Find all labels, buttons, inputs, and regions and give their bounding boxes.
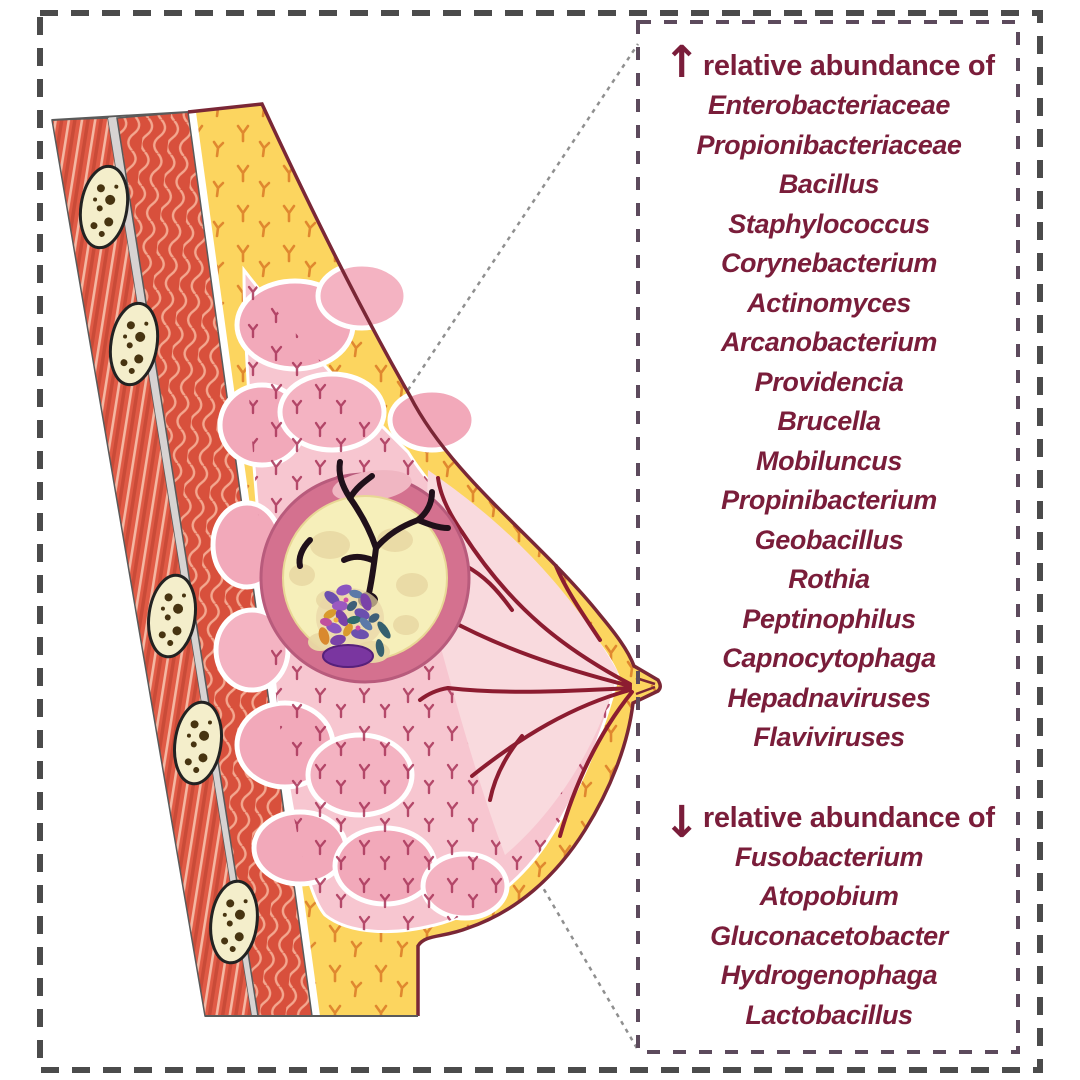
taxon-item: Propinibacterium — [721, 485, 937, 515]
decreased-taxa-list — [640, 838, 1018, 1036]
taxon-item: Fusobacterium — [734, 841, 924, 872]
taxon-item: Corynebacterium — [720, 248, 938, 278]
up-arrow-icon: ↑ — [663, 37, 700, 88]
decreased-heading-label: relative abundance of — [702, 801, 995, 834]
down-arrow-icon: ↓ — [663, 796, 700, 848]
taxon-item: Atopobium — [759, 881, 899, 911]
leader-line-top — [408, 44, 638, 390]
taxon-item: Lactobacillus — [745, 999, 913, 1030]
increased-heading-label: relative abundance of — [702, 50, 995, 82]
taxon-item: Enterobacteriaceae — [708, 90, 950, 120]
taxon-item: Actinomyces — [747, 287, 911, 318]
taxon-item: Gluconacetobacter — [710, 920, 948, 951]
taxon-item: Flaviviruses — [753, 722, 905, 752]
taxon-item: Arcanobacterium — [720, 327, 938, 357]
decreased-abundance-section — [640, 798, 1018, 1036]
increased-abundance-heading — [640, 24, 1018, 86]
microbiome-callout-panel — [640, 24, 1018, 1052]
taxon-item: Brucella — [777, 406, 881, 436]
taxon-item: Peptinophilus — [742, 603, 916, 634]
taxon-item: Capnocytophaga — [722, 643, 936, 673]
taxon-item: Mobiluncus — [756, 445, 902, 476]
decreased-abundance-heading — [640, 796, 1018, 848]
increased-taxa-list — [640, 86, 1018, 758]
taxon-item: Bacillus — [778, 169, 880, 199]
taxon-item: Propionibacteriaceae — [696, 129, 962, 160]
taxon-item: Hydrogenophaga — [720, 960, 938, 990]
taxon-item: Geobacillus — [754, 524, 904, 555]
taxon-item: Hepadnaviruses — [727, 682, 931, 713]
taxon-item: Providencia — [754, 366, 904, 397]
taxon-item: Rothia — [788, 564, 870, 594]
increased-abundance-section — [640, 24, 1018, 758]
taxon-item: Staphylococcus — [728, 208, 930, 239]
